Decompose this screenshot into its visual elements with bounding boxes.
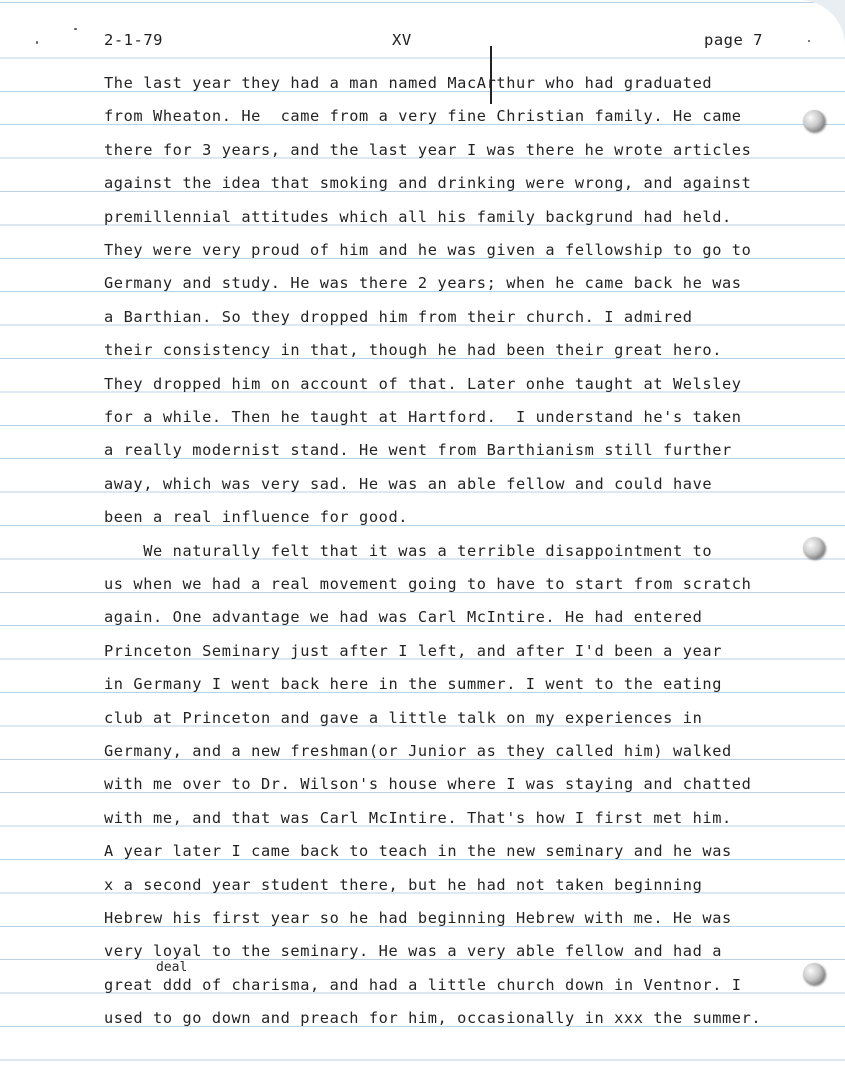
text-line: very loyal to the seminary. He was a very able fellow and had a xyxy=(104,942,722,961)
text-line: The last year they had a man named MacArthur who had graduated xyxy=(104,74,713,92)
text-line: Germany and study. He was there 2 years; when he came back he was xyxy=(104,274,742,293)
text-line: in Germany I went back here in the summer. I went to the eating xyxy=(104,675,722,694)
binder-hole-2 xyxy=(803,537,825,559)
text-line: a Barthian. So they dropped him from their church. I admired xyxy=(104,307,693,326)
text-line: been a real influence for good. xyxy=(104,508,409,527)
binder-hole-3 xyxy=(803,963,825,985)
text-line: They were very proud of him and he was given a fellowship to go to xyxy=(104,241,752,259)
text-line: against the idea that smoking and drinking were wrong, and against xyxy=(104,174,752,193)
speck-mark xyxy=(36,41,38,44)
interlinear-correction: deal xyxy=(156,960,188,975)
text-line: They dropped him on account of that. Later onhe taught at Welsley xyxy=(104,374,742,393)
text-line: us when we had a real movement going to have to start from scratch xyxy=(104,575,752,593)
text-line: premillennial attitudes which all his family backgrund had held. xyxy=(104,207,732,226)
text-line: Germany, and a new freshman(or Junior as they called him) walked xyxy=(104,742,732,760)
chapter-number: XV xyxy=(392,31,412,49)
page-date: 2-1-79 xyxy=(104,31,163,49)
text-line: We naturally felt that it was a terrible disappointment to xyxy=(104,541,713,560)
text-line: from Wheaton. He came from a very fine Christian family. He came xyxy=(104,107,742,126)
text-line: club at Princeton and gave a little talk on my experiences in xyxy=(104,708,703,727)
text-line: with me over to Dr. Wilson's house where I was staying and chatted xyxy=(104,775,752,794)
text-line: away, which was very sad. He was an able fellow and could have xyxy=(104,474,713,493)
text-line: Hebrew his first year so he had beginning Hebrew with me. He was xyxy=(104,909,732,927)
speck-mark xyxy=(74,28,77,30)
binder-hole-1 xyxy=(803,110,825,132)
text-line: great ddd of charisma, and had a little church down in Ventnor. I xyxy=(104,975,742,994)
text-line: for a while. Then he taught at Hartford. I understand he's taken xyxy=(104,408,742,426)
text-line: with me, and that was Carl McIntire. That's how I first met him. xyxy=(104,808,732,827)
speck-mark xyxy=(808,40,810,42)
text-line: their consistency in that, though he had been their great hero. xyxy=(104,341,722,360)
text-line: A year later I came back to teach in the new seminary and he was xyxy=(104,842,732,861)
page-number: page 7 xyxy=(704,31,763,49)
text-line: x a second year student there, but he had not taken beginning xyxy=(104,875,703,894)
text-line: Princeton Seminary just after I left, and after I'd been a year xyxy=(104,641,722,660)
text-line: again. One advantage we had was Carl McIntire. He had entered xyxy=(104,608,703,627)
text-line: a really modernist stand. He went from Barthianism still further xyxy=(104,441,732,460)
text-line: there for 3 years, and the last year I was there he wrote articles xyxy=(104,140,752,159)
text-line: used to go down and preach for him, occasionally in xxx the summer. xyxy=(104,1009,762,1028)
